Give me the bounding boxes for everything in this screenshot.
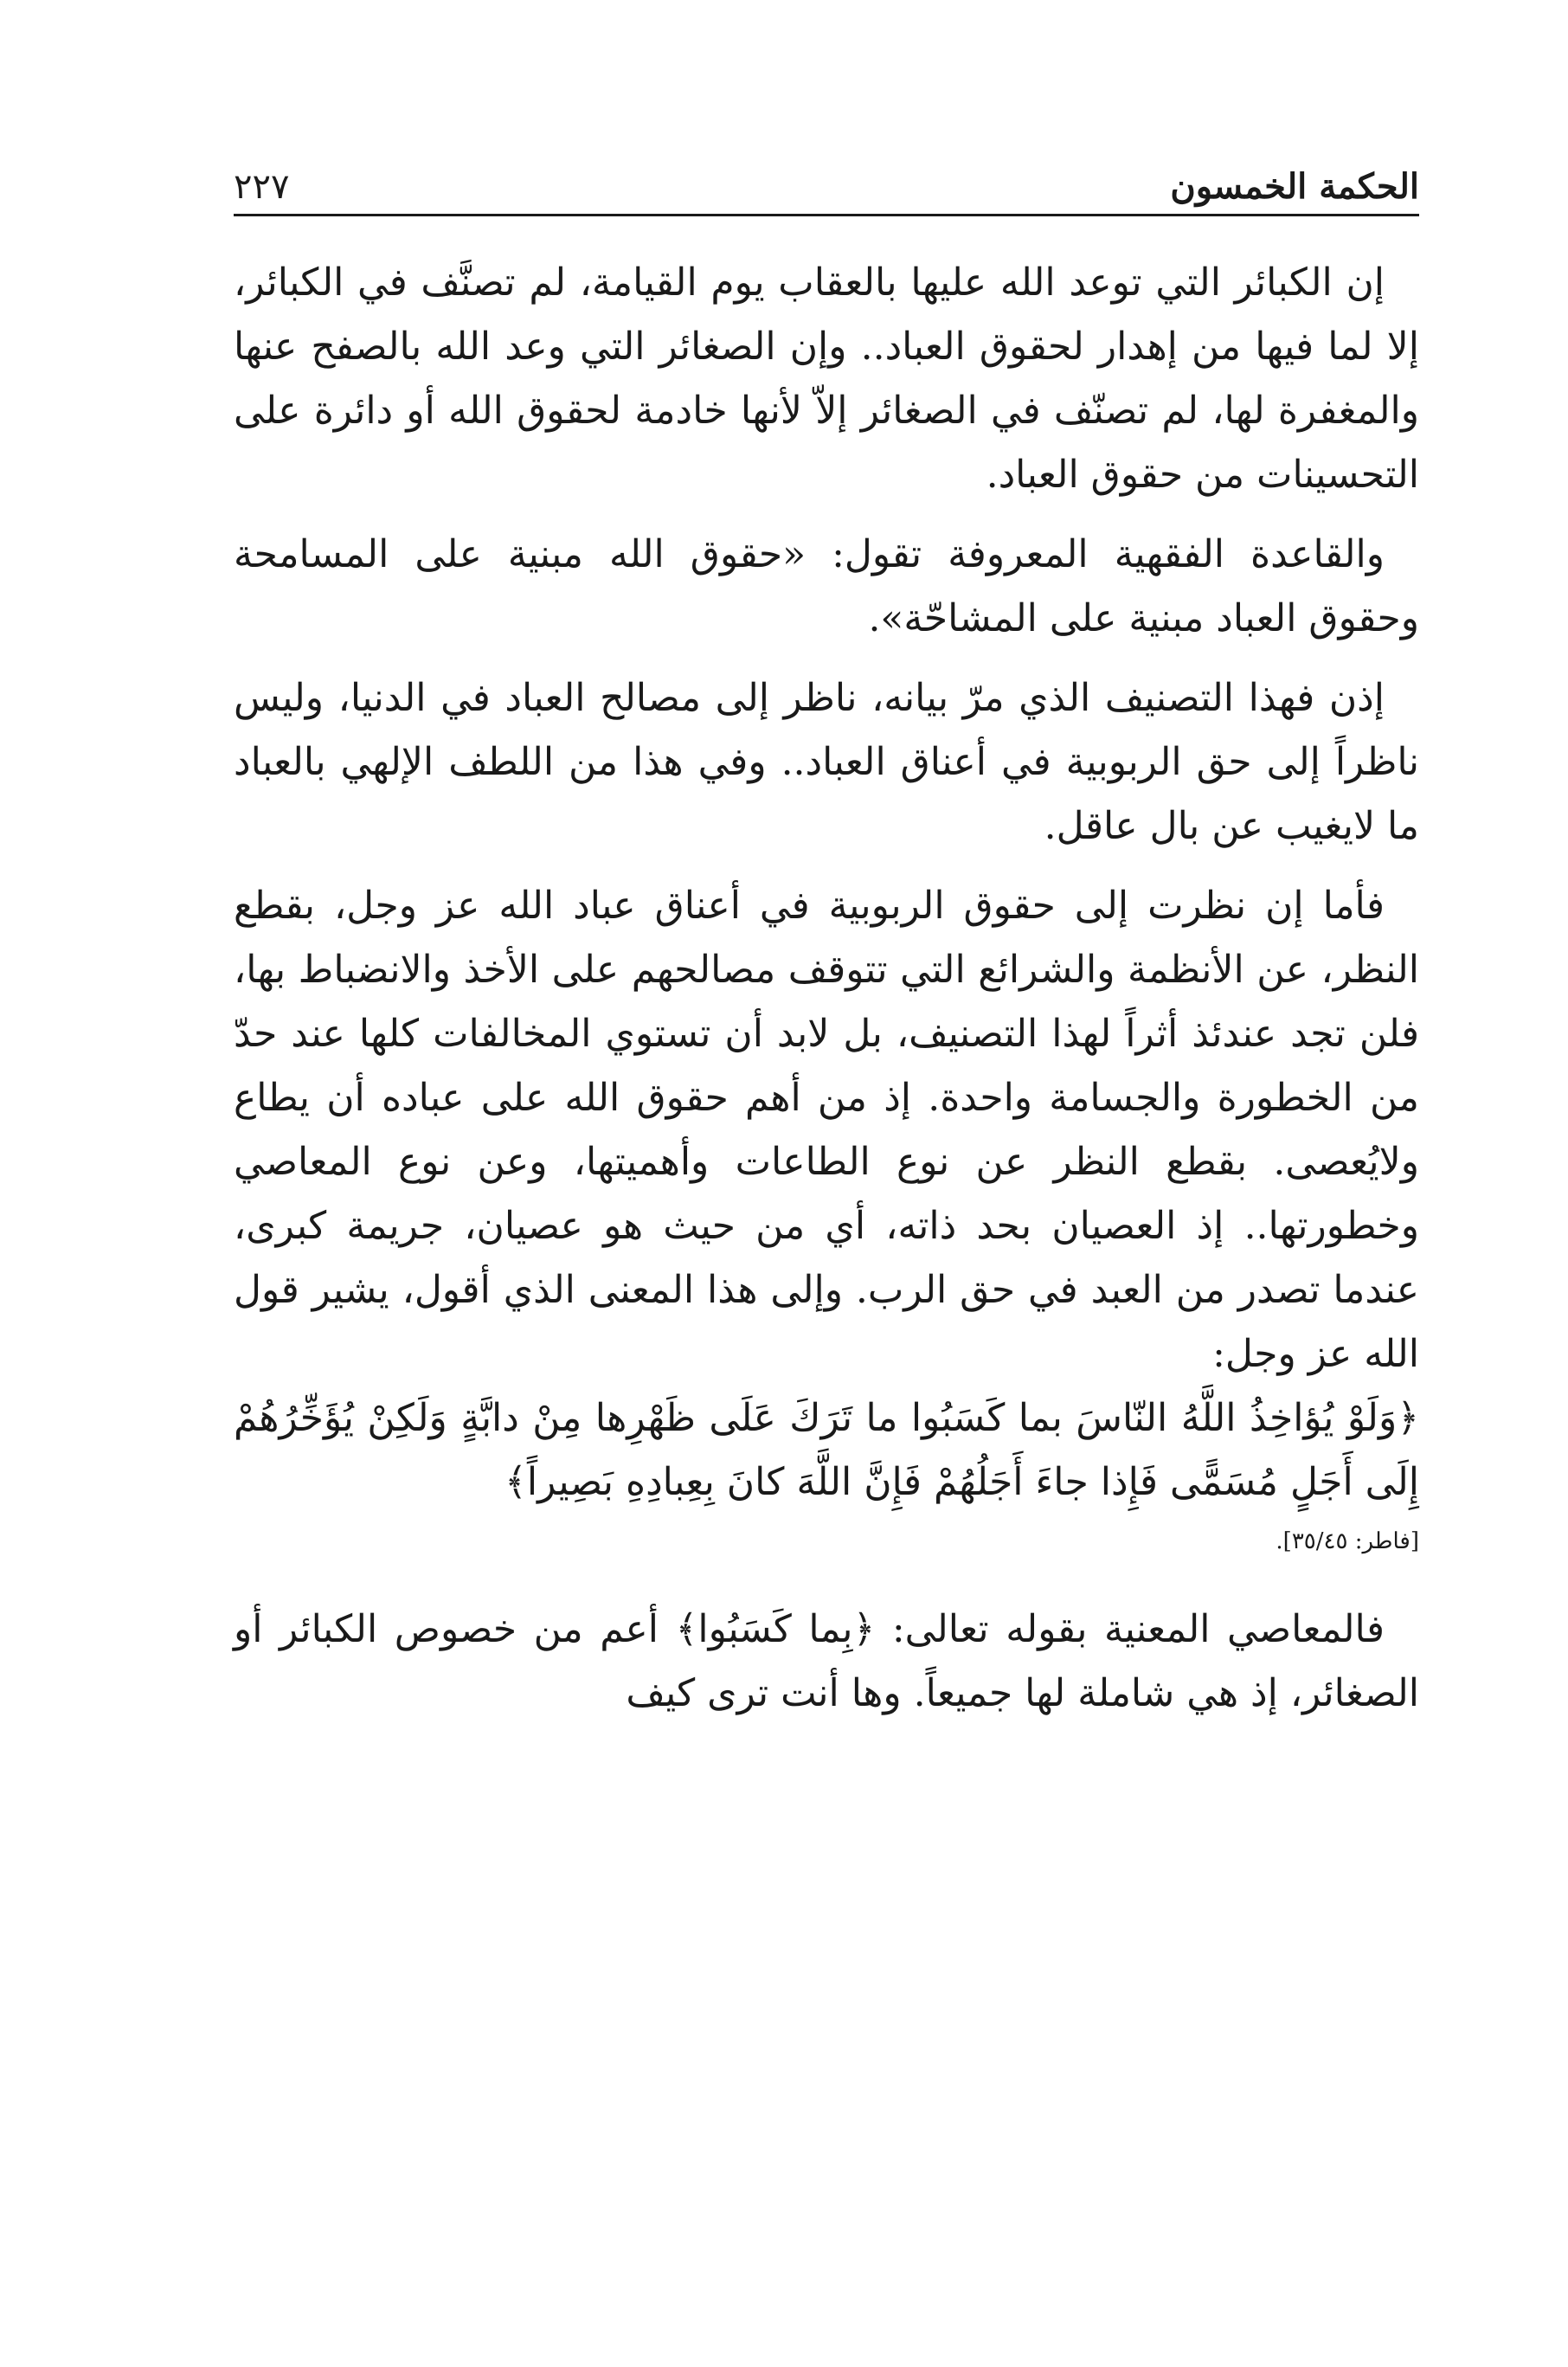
page-header	[234, 130, 1419, 216]
running-title: الحكمة الخمسون	[1170, 166, 1419, 207]
paragraph-4: فأما إن نظرت إلى حقوق الربوبية في أعناق عباد الله عز وجل، بقطع النظر، عن الأنظمة والشرائع التي تتوقف مصالحهم على الأخذ والانضباط بها، فلن تجد عندئذ أثراً لهذا التصنيف، بل لابد أن تستوي المخالفات كلها عند حدّ من الخطورة والجسامة واحدة. إذ من أهم حقوق الله على عباده أن يطاع ولايُعصى. بقطع النظر عن نوع الطاعات وأهميتها، وعن نوع المعاصي وخطورتها.. إذ العصيان بحد ذاته، أي من حيث هو عصيان، جريمة كبرى، عندما تصدر من العبد في حق الرب. وإلى هذا المعنى الذي أقول، يشير قول الله عز وجل:	[234, 884, 1419, 1376]
book-page	[234, 130, 1419, 2311]
page-number: ٢٢٧	[234, 167, 290, 207]
paragraph-3: إذن فهذا التصنيف الذي مرّ بيانه، ناظر إلى مصالح العباد في الدنيا، وليس ناظراً إلى حق الربوبية في أعناق العباد.. وفي هذا من اللطف الإلهي بالعباد ما لايغيب عن بال عاقل.	[234, 676, 1419, 848]
page-body	[234, 216, 1419, 1726]
verse-citation: [فاطر: ٣٥/٤٥].	[1276, 1528, 1419, 1554]
paragraph-1: إن الكبائر التي توعد الله عليها بالعقاب يوم القيامة، لم تصنَّف في الكبائر، إلا لما فيها من إهدار لحقوق العباد.. وإن الصغائر التي وعد الله بالصفح عنها والمغفرة لها، لم تصنّف في الصغائر إلاّ لأنها خادمة لحقوق الله أو دائرة على التحسينات من حقوق العباد.	[234, 260, 1419, 497]
paragraph-5: فالمعاصي المعنية بقوله تعالى: ﴿بِما كَسَبُوا﴾ أعم من خصوص الكبائر أو الصغائر، إذ هي شاملة لها جميعاً. وها أنت ترى كيف	[234, 1607, 1419, 1715]
quran-verse: ﴿وَلَوْ يُؤاخِذُ اللَّهُ النّاسَ بما كَسَبُوا ما تَرَكَ عَلَى ظَهْرِها مِنْ دابَّةٍ وَلَكِنْ يُؤَخِّرُهُمْ إِلَى أَجَلٍ مُسَمًّى فَإِذا جاءَ أَجَلُهُمْ فَإِنَّ اللَّهَ كانَ بِعِبادِهِ بَصِيراً﴾	[234, 1396, 1419, 1504]
paragraph-2: والقاعدة الفقهية المعروفة تقول: «حقوق الله مبنية على المسامحة وحقوق العباد مبنية على المشاحّة».	[234, 532, 1419, 640]
